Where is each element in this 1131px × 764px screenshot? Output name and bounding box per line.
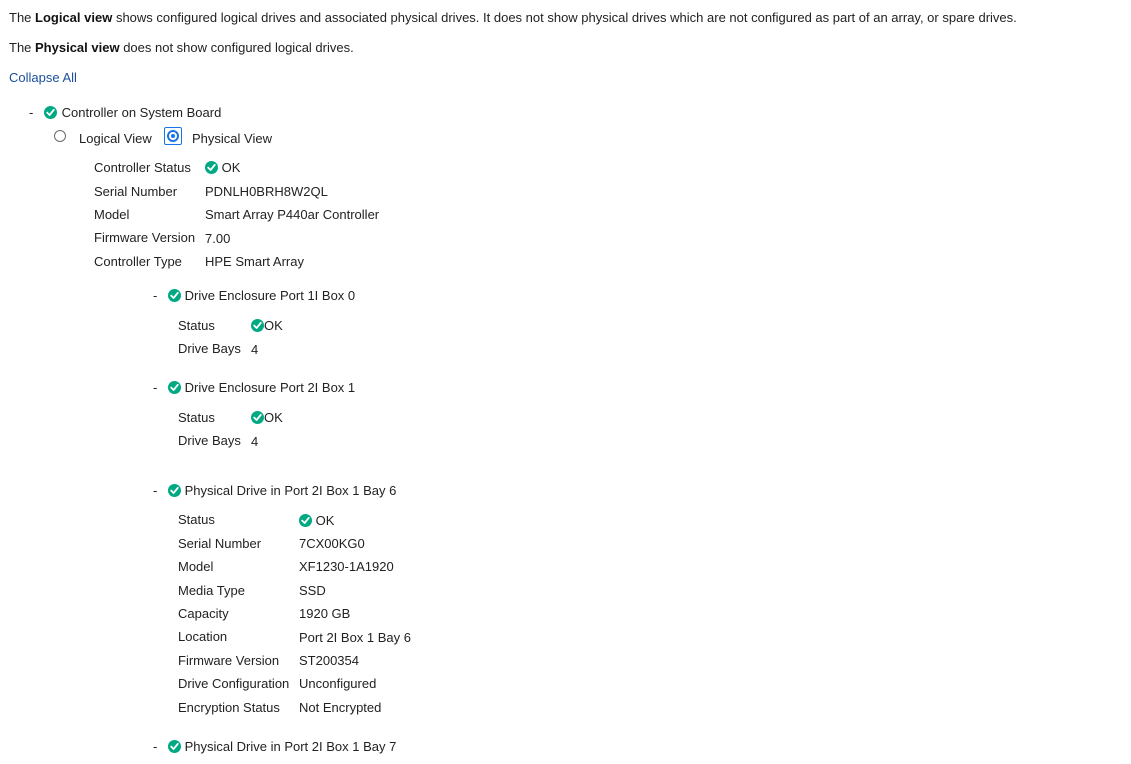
- controller-collapse-toggle[interactable]: -: [29, 105, 34, 120]
- drive-configuration-value: Unconfigured: [299, 676, 377, 691]
- drive-media-type-label: Media Type: [178, 583, 245, 598]
- drive-bay-7-header[interactable]: [168, 739, 396, 754]
- check-circle-icon: [251, 319, 264, 332]
- drive-encryption-status-label: Encryption Status: [178, 700, 280, 715]
- firmware-version-value: 7.00: [205, 231, 231, 246]
- check-circle-icon: [299, 514, 312, 527]
- collapse-all-link[interactable]: Collapse All: [9, 70, 77, 85]
- check-circle-icon: [44, 106, 57, 119]
- logical-view-radio[interactable]: [54, 130, 66, 145]
- drive-encryption-status-value: Not Encrypted: [299, 700, 382, 715]
- controller-status-label: Controller Status: [94, 160, 191, 175]
- controller-type-value: HPE Smart Array: [205, 254, 304, 269]
- check-circle-icon: [205, 161, 218, 174]
- enclosure-2-status-value: OK: [251, 410, 283, 425]
- drive-firmware-version-value: ST200354: [299, 653, 359, 668]
- drive-status-label: Status: [178, 512, 215, 527]
- check-circle-icon: [168, 484, 181, 497]
- drive-location-value: Port 2I Box 1 Bay 6: [299, 630, 412, 645]
- logical-view-label[interactable]: Logical View: [79, 131, 152, 146]
- drive-serial-number-label: Serial Number: [178, 536, 262, 551]
- drive-capacity-label: Capacity: [178, 606, 229, 621]
- serial-number-value: PDNLH0BRH8W2QL: [205, 184, 328, 199]
- enclosure-2-drive-bays-value: 4: [251, 434, 259, 449]
- physical-view-radio[interactable]: [164, 127, 182, 148]
- check-circle-icon: [168, 740, 181, 753]
- enclosure-2-title: Drive Enclosure Port 2I Box 1: [184, 380, 356, 395]
- drive-bay-7-title: Physical Drive in Port 2I Box 1 Bay 7: [184, 739, 397, 754]
- check-circle-icon: [168, 289, 181, 302]
- drive-configuration-label: Drive Configuration: [178, 676, 290, 691]
- drive-bay-6-title: Physical Drive in Port 2I Box 1 Bay 6: [184, 483, 397, 498]
- enclosure-2-header[interactable]: [168, 380, 355, 395]
- drive-bay-6-header[interactable]: [168, 483, 396, 498]
- controller-status-value: OK: [205, 160, 240, 175]
- drive-bay-7-collapse-toggle[interactable]: -: [153, 739, 158, 754]
- drive-capacity-value: 1920 GB: [299, 606, 351, 621]
- intro-logical-view-text: The Logical view shows configured logical drives and associated physical drives. It does not show physical drives which are not configured as part of an array, or spare drives.: [9, 10, 1017, 25]
- controller-title: Controller on System Board: [61, 105, 222, 120]
- controller-header[interactable]: [44, 105, 221, 120]
- enclosure-1-drive-bays-value: 4: [251, 342, 259, 357]
- enclosure-1-status-label: Status: [178, 318, 215, 333]
- enclosure-2-collapse-toggle[interactable]: -: [153, 380, 158, 395]
- enclosure-1-drive-bays-label: Drive Bays: [178, 341, 241, 356]
- drive-model-label: Model: [178, 559, 214, 574]
- check-circle-icon: [168, 381, 181, 394]
- drive-location-label: Location: [178, 629, 228, 644]
- drive-media-type-value: SSD: [299, 583, 326, 598]
- enclosure-1-collapse-toggle[interactable]: -: [153, 288, 158, 303]
- enclosure-1-header[interactable]: [168, 288, 355, 303]
- enclosure-1-status-value: OK: [251, 318, 283, 333]
- check-circle-icon: [251, 411, 264, 424]
- intro-physical-view-text: The Physical view does not show configured logical drives.: [9, 40, 354, 55]
- drive-status-value: OK: [299, 513, 334, 528]
- serial-number-label: Serial Number: [94, 184, 178, 199]
- enclosure-2-status-label: Status: [178, 410, 215, 425]
- model-label: Model: [94, 207, 130, 222]
- drive-firmware-version-label: Firmware Version: [178, 653, 280, 668]
- drive-bay-6-collapse-toggle[interactable]: -: [153, 483, 158, 498]
- controller-type-label: Controller Type: [94, 254, 182, 269]
- enclosure-1-title: Drive Enclosure Port 1I Box 0: [184, 288, 356, 303]
- drive-model-value: XF1230-1A1920: [299, 559, 394, 574]
- physical-view-label[interactable]: Physical View: [192, 131, 272, 146]
- enclosure-2-drive-bays-label: Drive Bays: [178, 433, 241, 448]
- firmware-version-label: Firmware Version: [94, 230, 196, 245]
- drive-serial-number-value: 7CX00KG0: [299, 536, 365, 551]
- model-value: Smart Array P440ar Controller: [205, 207, 380, 222]
